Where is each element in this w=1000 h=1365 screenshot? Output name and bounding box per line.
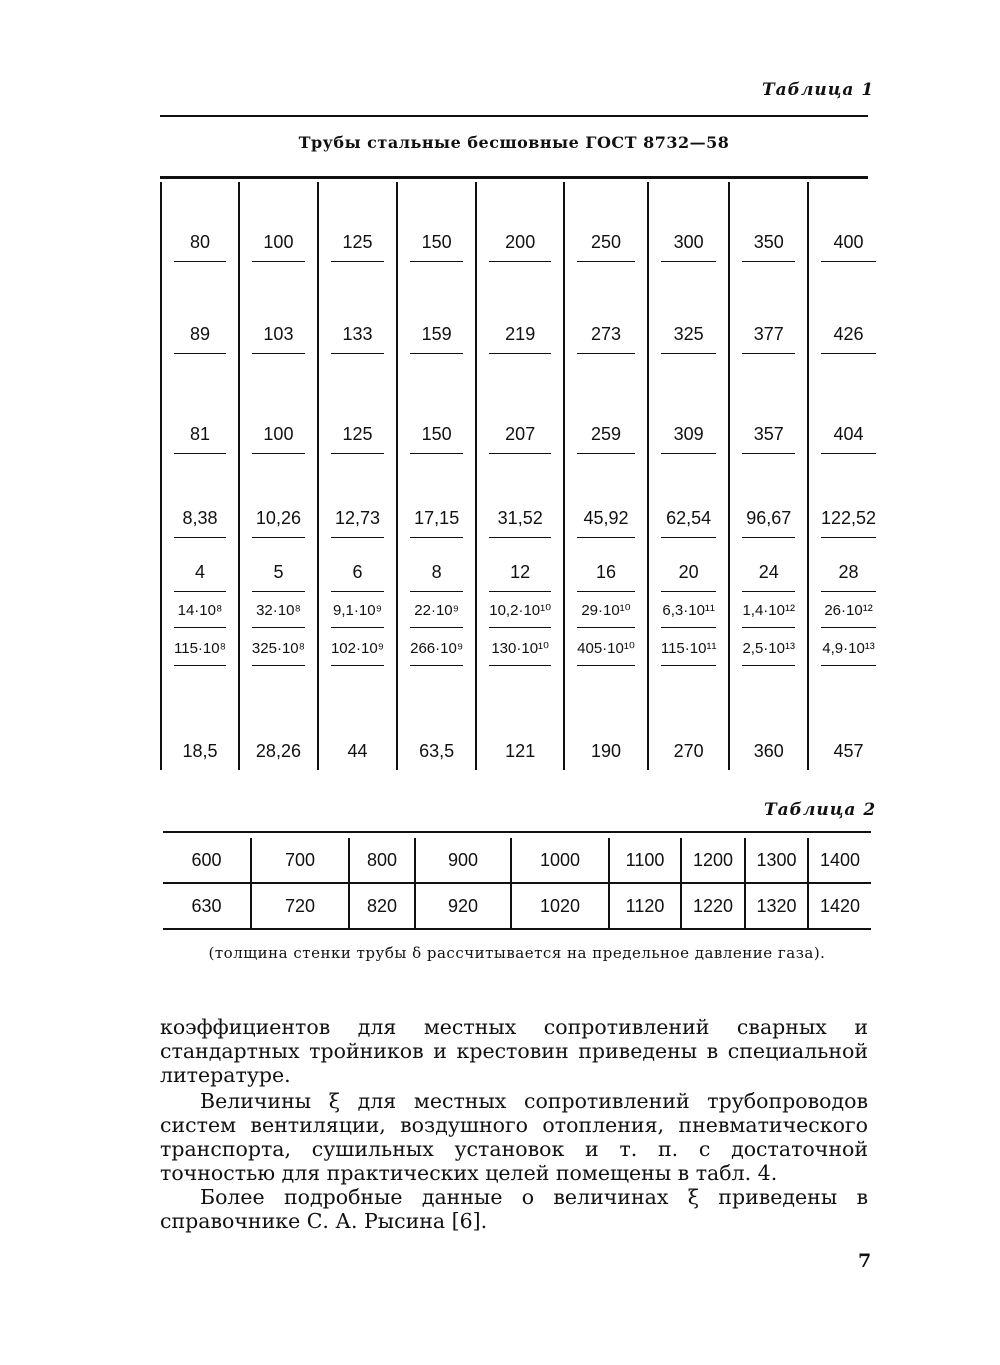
table1-cell-value: 115·10⁸ — [174, 640, 226, 666]
table1-cell-value: 17,15 — [410, 508, 463, 538]
table1-cell-value: 122,52 — [821, 508, 876, 538]
table2-cell: 820 — [349, 883, 415, 929]
table2-note: (толщина стенки трубы δ рассчитывается на предельное давление газа). — [208, 944, 826, 962]
table1-row — [161, 538, 888, 592]
table1-cell — [239, 262, 318, 354]
table1-cell — [239, 592, 318, 628]
table2-top-rule — [163, 831, 871, 833]
table1-cell — [397, 354, 476, 454]
table1-cell-value: 405·10¹⁰ — [577, 639, 635, 666]
table1-cell — [808, 262, 888, 354]
table1-cell-value: 1,4·10¹² — [742, 602, 795, 628]
table1-cell-value: 28 — [821, 562, 876, 592]
table2-cell: 630 — [163, 883, 251, 929]
table2-row — [163, 838, 871, 883]
table1-cell-value: 96,67 — [742, 508, 795, 538]
table1-cell — [397, 628, 476, 666]
table1-cell — [729, 592, 808, 628]
table1-cell — [239, 354, 318, 454]
table1-cell — [239, 454, 318, 538]
table1-cell-value: 125 — [331, 424, 384, 454]
table1-cell-value: 300 — [661, 232, 717, 262]
table1-cell-value: 4,9·10¹³ — [821, 640, 876, 666]
table1-cell — [564, 666, 648, 770]
paragraph-3: Более подробные данные о величинах ξ приведены в справочнике С. А. Рысина [6]. — [160, 1185, 868, 1233]
table1-cell-value: 102·10⁹ — [331, 640, 384, 666]
table2-cell: 1200 — [681, 838, 745, 883]
table1-cell-value: 125 — [331, 232, 384, 262]
table1-cell-value: 250 — [577, 232, 635, 262]
table1-cell-value: 159 — [410, 324, 463, 354]
table1-cell — [476, 354, 564, 454]
page-number: 7 — [858, 1250, 872, 1272]
table1-cell-value: 28,26 — [255, 741, 301, 761]
table1-cell — [318, 454, 397, 538]
table1-cell — [476, 666, 564, 770]
table1-cell-value: 5 — [252, 562, 305, 592]
table1-cell — [808, 454, 888, 538]
table1-cell-value: 29·10¹⁰ — [577, 601, 635, 628]
table2-label: Таблица 2 — [764, 800, 877, 820]
table2-cell: 720 — [251, 883, 349, 929]
table1-cell-value: 273 — [577, 324, 635, 354]
table1-cell — [729, 454, 808, 538]
table1-cell — [397, 454, 476, 538]
table1-cell-value: 26·10¹² — [821, 602, 876, 628]
table1-cell — [318, 182, 397, 262]
table1-cell-value: 207 — [489, 424, 551, 454]
top-rule — [160, 115, 868, 117]
table1-cell — [161, 262, 239, 354]
table1-cell-value: 259 — [577, 424, 635, 454]
table2-cell: 1300 — [745, 838, 808, 883]
table1-cell-value: 150 — [410, 232, 463, 262]
table1-cell-value: 325 — [661, 324, 717, 354]
table1-cell-value: 115·10¹¹ — [661, 640, 717, 666]
table2-cell: 1120 — [609, 883, 681, 929]
table1-row — [161, 628, 888, 666]
table1-cell — [729, 538, 808, 592]
table1-cell — [648, 666, 730, 770]
table1-cell-value: 32·10⁸ — [252, 602, 305, 628]
table2-cell: 900 — [415, 838, 511, 883]
table1-cell-value: 6 — [331, 562, 384, 592]
table2-cell: 1000 — [511, 838, 609, 883]
table1-cell — [564, 262, 648, 354]
table1-cell-value: 22·10⁹ — [410, 602, 463, 628]
table1-cell — [564, 182, 648, 262]
table1-cell — [564, 454, 648, 538]
table1-row — [161, 182, 888, 262]
table1-cell-value: 20 — [661, 562, 717, 592]
table1-label: Таблица 1 — [762, 80, 875, 100]
table1-cell — [397, 666, 476, 770]
table1-cell — [476, 592, 564, 628]
table2-cell: 1020 — [511, 883, 609, 929]
table1-cell — [808, 182, 888, 262]
table1-cell-value: 2,5·10¹³ — [742, 640, 795, 666]
table1-cell — [161, 182, 239, 262]
table1-top-rule — [160, 176, 868, 179]
table1-cell-value: 190 — [590, 741, 622, 761]
table2-cell: 1220 — [681, 883, 745, 929]
table1-cell — [239, 538, 318, 592]
table1-cell — [648, 538, 730, 592]
table1-cell-value: 100 — [252, 424, 305, 454]
table1-cell-value: 8,38 — [174, 508, 226, 538]
table1-cell — [808, 354, 888, 454]
table1-cell-value: 130·10¹⁰ — [489, 639, 551, 666]
table1-row — [161, 592, 888, 628]
table1-row — [161, 262, 888, 354]
table1-cell — [729, 354, 808, 454]
table1-cell — [161, 628, 239, 666]
table1-cell-value: 309 — [661, 424, 717, 454]
table1-cell-value: 457 — [833, 741, 864, 761]
table1-cell — [239, 628, 318, 666]
table1-cell-value: 80 — [174, 232, 226, 262]
table1-cell — [318, 666, 397, 770]
table1-cell — [239, 666, 318, 770]
table1-cell — [476, 628, 564, 666]
table1-cell — [564, 538, 648, 592]
table1-cell — [808, 628, 888, 666]
table1-cell-value: 350 — [742, 232, 795, 262]
table1-cell — [808, 592, 888, 628]
table2-cell: 920 — [415, 883, 511, 929]
table1-cell-value: 400 — [821, 232, 876, 262]
table2-row — [163, 883, 871, 929]
table1-cell-value: 31,52 — [489, 508, 551, 538]
table1-cell-value: 6,3·10¹¹ — [661, 602, 717, 628]
table1-title: Трубы стальные бесшовные ГОСТ 8732—58 — [298, 133, 730, 152]
table1-cell-value: 24 — [742, 562, 795, 592]
table1-cell-value: 9,1·10⁹ — [331, 602, 384, 628]
table1-cell-value: 150 — [410, 424, 463, 454]
table2-cell: 600 — [163, 838, 251, 883]
table1-cell — [318, 354, 397, 454]
table1-cell — [729, 628, 808, 666]
table2-cell: 1420 — [808, 883, 871, 929]
table1-cell-value: 133 — [331, 324, 384, 354]
table1-cell — [564, 628, 648, 666]
table1-cell — [648, 262, 730, 354]
table1-row — [161, 354, 888, 454]
table1-cell — [564, 354, 648, 454]
table2-cell: 1100 — [609, 838, 681, 883]
table1-cell — [564, 592, 648, 628]
body-text — [160, 1015, 868, 1233]
table1-row — [161, 666, 888, 770]
table1-cell-value: 10,26 — [252, 508, 305, 538]
table1-cell-value: 12 — [489, 562, 551, 592]
table1-cell — [397, 538, 476, 592]
table1-cell-value: 4 — [174, 562, 226, 592]
table1-row — [161, 454, 888, 538]
table1-cell-value: 81 — [174, 424, 226, 454]
table1-cell-value: 219 — [489, 324, 551, 354]
table1-cell-value: 426 — [821, 324, 876, 354]
table1-cell-value: 100 — [252, 232, 305, 262]
table1-cell — [161, 454, 239, 538]
table1-cell-value: 45,92 — [577, 508, 635, 538]
table1-cell-value: 18,5 — [182, 741, 218, 761]
table1-cell-value: 360 — [753, 741, 784, 761]
table1-cell — [161, 538, 239, 592]
table1-cell-value: 12,73 — [331, 508, 384, 538]
table2 — [163, 838, 871, 930]
table1-cell — [239, 182, 318, 262]
table1-cell-value: 16 — [577, 562, 635, 592]
table2-cell: 1400 — [808, 838, 871, 883]
table1-cell — [648, 592, 730, 628]
table1-cell — [729, 262, 808, 354]
table1-cell-value: 357 — [742, 424, 795, 454]
table1-cell-value: 63,5 — [419, 741, 455, 761]
paragraph-1: коэффициентов для местных сопротивлений сварных и стандартных тройников и крестовин приведены в специальной литературе. — [160, 1015, 868, 1087]
table1-cell — [648, 628, 730, 666]
table1-cell — [318, 262, 397, 354]
table1-cell-value: 266·10⁹ — [410, 640, 463, 666]
table1-cell-value: 270 — [673, 741, 704, 761]
table1-cell — [476, 538, 564, 592]
table1-cell-value: 62,54 — [661, 508, 717, 538]
table1-cell — [648, 454, 730, 538]
table1-cell — [808, 666, 888, 770]
table1-cell — [808, 538, 888, 592]
table1-cell — [476, 454, 564, 538]
table1-cell-value: 200 — [489, 232, 551, 262]
table1-cell — [161, 592, 239, 628]
table1 — [160, 182, 888, 770]
table1-cell-value: 325·10⁸ — [252, 640, 305, 666]
table1-cell — [476, 262, 564, 354]
table1-cell-value: 14·10⁸ — [174, 602, 226, 628]
table1-cell — [161, 666, 239, 770]
table1-cell — [476, 182, 564, 262]
table1-cell-value: 103 — [252, 324, 305, 354]
table1-cell-value: 89 — [174, 324, 226, 354]
table1-cell-value: 121 — [505, 741, 536, 761]
table1-cell — [318, 628, 397, 666]
table2-cell: 1320 — [745, 883, 808, 929]
table1-cell-value: 10,2·10¹⁰ — [489, 601, 551, 628]
table1-cell — [648, 354, 730, 454]
paragraph-2: Величины ξ для местных сопротивлений трубопроводов систем вентиляции, воздушного отопления, пневматического транспорта, сушильных установок и т. п. с достаточной точностью для практических целей помещены в табл. 4. — [160, 1089, 868, 1185]
table1-cell-value: 377 — [742, 324, 795, 354]
table1-cell — [397, 262, 476, 354]
table1-cell — [318, 538, 397, 592]
table1-cell — [729, 182, 808, 262]
table1-cell — [397, 182, 476, 262]
table1-cell-value: 8 — [410, 562, 463, 592]
table2-cell: 700 — [251, 838, 349, 883]
table2-cell: 800 — [349, 838, 415, 883]
table1-cell — [729, 666, 808, 770]
table1-cell-value: 44 — [347, 741, 368, 761]
table1-cell — [397, 592, 476, 628]
table1-cell-value: 404 — [821, 424, 876, 454]
table1-cell — [161, 354, 239, 454]
table1-cell — [648, 182, 730, 262]
table1-cell — [318, 592, 397, 628]
